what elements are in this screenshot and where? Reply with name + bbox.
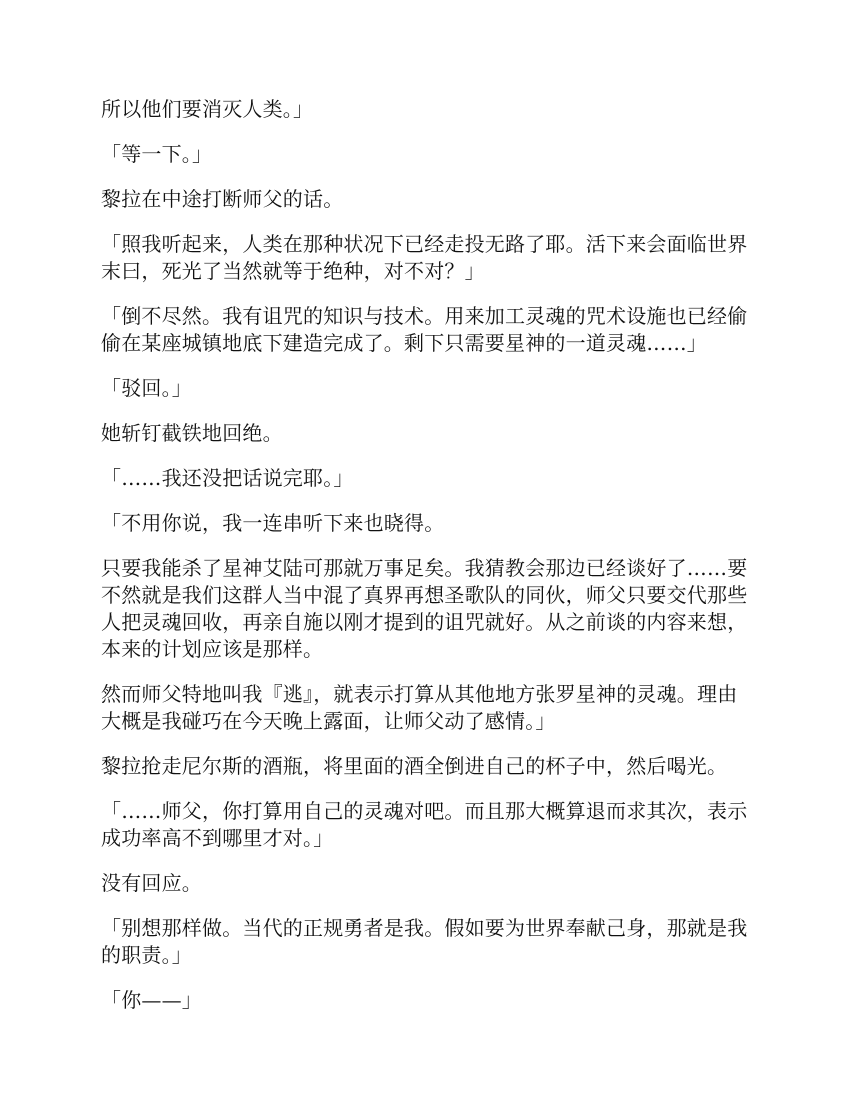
paragraph: 「等一下。」 <box>101 142 213 166</box>
paragraph: 所以他们要消灭人类。」 <box>101 97 314 121</box>
paragraph: 「不用你说，我一连串听下来也晓得。 <box>101 511 445 535</box>
paragraph: 黎拉抢走尼尔斯的酒瓶，将里面的酒全倒进自己的杯子中，然后喝光。 <box>101 754 728 778</box>
paragraph: 「倒不尽然。我有诅咒的知识与技术。用来加工灵魂的咒术设施也已经偷偷在某座城镇地底下建造完成了。剩下只需要星神的一道灵魂……」 <box>101 304 748 355</box>
paragraph: 「驳回。」 <box>101 376 192 400</box>
paragraph: 「……师父，你打算用自己的灵魂对吧。而且那大概算退而求其次，表示成功率高不到哪里才对。」 <box>101 799 748 850</box>
paragraph: 黎拉在中途打断师父的话。 <box>101 187 344 211</box>
paragraph: 她斩钉截铁地回绝。 <box>101 421 283 445</box>
paragraph: 「你——」 <box>101 988 202 1012</box>
paragraph: 「照我听起来，人类在那种状况下已经走投无路了耶。活下来会面临世界末曰，死光了当然就等于绝种，对不对？」 <box>101 232 748 283</box>
document-body <box>101 96 751 1032</box>
paragraph: 然而师父特地叫我『逃』，就表示打算从其他地方张罗星神的灵魂。理由大概是我碰巧在今天晚上露面，让师父动了感情。」 <box>101 682 738 733</box>
paragraph: 只要我能杀了星神艾陆可那就万事足矣。我猜教会那边已经谈好了……要不然就是我们这群人当中混了真界再想圣歌队的同伙，师父只要交代那些人把灵魂回收，再亲自施以刚才提到的诅咒就好。从之前谈的内容来想，本来的计划应该是那样。 <box>101 556 748 661</box>
paragraph: 「别想那样做。当代的正规勇者是我。假如要为世界奉献己身，那就是我的职责。」 <box>101 916 748 967</box>
paragraph: 没有回应。 <box>101 871 202 895</box>
paragraph: 「……我还没把话说完耶。」 <box>101 466 354 490</box>
